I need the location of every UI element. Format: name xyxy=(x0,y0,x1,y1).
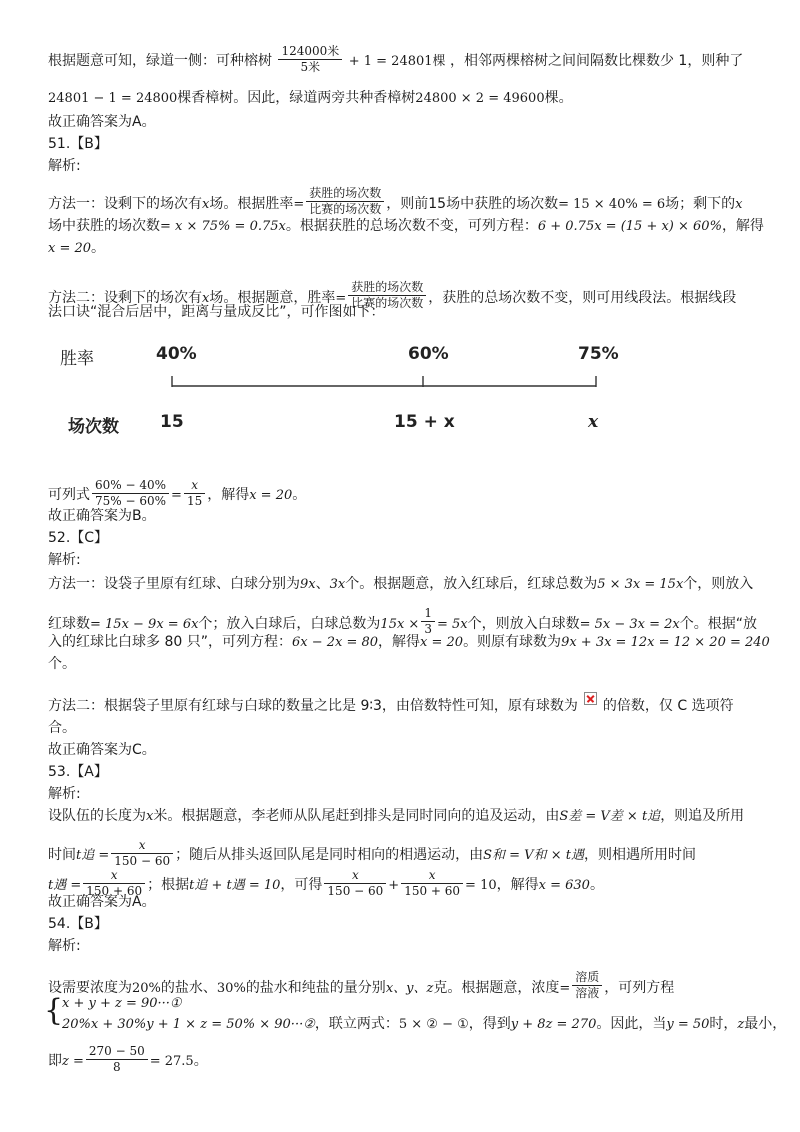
text: 可列式 xyxy=(48,487,90,503)
fraction-numerator: 获胜的场次数 xyxy=(348,280,426,296)
diagram-rate-mid: 60% xyxy=(408,344,449,364)
text: 设需要浓度为 xyxy=(48,980,132,996)
diagram-row2-label: 场次数 xyxy=(68,417,119,437)
math-expression: z = xyxy=(62,1054,84,1069)
text: 时， xyxy=(709,1016,738,1032)
q51-analysis-label: 解析: xyxy=(48,158,81,174)
text: 。根据获胜的总场次数不变，可列方程： xyxy=(285,218,538,234)
math-expression: 9x + 3x = 12x = 12 × 20 = 240 xyxy=(561,635,770,650)
fraction-numerator: x xyxy=(83,868,145,884)
text: 。 xyxy=(91,240,106,256)
q51-header: 51.【B】 xyxy=(48,136,108,152)
text: ，可得 xyxy=(280,877,323,893)
q54-line-3 xyxy=(62,1014,786,1035)
fraction xyxy=(92,478,169,509)
text: ，可列方程 xyxy=(604,980,675,996)
text: 的倍数，仅 C 选项符 xyxy=(602,698,734,714)
q51-formula-line xyxy=(48,478,306,509)
math-equation: 6x − 2x = 80 xyxy=(291,635,379,650)
text: 米。根据题意，李老师从队尾赶到排头是同时同向的追及运动，由 xyxy=(153,808,560,824)
text: 个。根据“放 xyxy=(679,616,758,632)
text: 最小， xyxy=(744,1016,787,1032)
fraction xyxy=(324,868,386,899)
math-variable: x xyxy=(202,291,210,306)
diagram-segment xyxy=(60,334,640,444)
math-expression: = 10 xyxy=(465,878,497,893)
math-result: x = 630 xyxy=(538,878,590,893)
fraction-numerator: 124000米 xyxy=(278,44,342,60)
fraction-denominator: 溶液 xyxy=(575,986,600,1000)
text: 即 xyxy=(48,1053,62,1069)
text: ，解得 xyxy=(721,218,764,234)
fraction-numerator: 60% − 40% xyxy=(92,478,169,494)
text: 场。根据胜率 xyxy=(209,196,294,212)
fraction xyxy=(184,478,205,509)
fraction xyxy=(401,868,463,899)
text: 、 xyxy=(315,576,330,592)
fraction-denominator: 3 xyxy=(424,622,432,636)
math-value: 30% xyxy=(216,981,246,996)
fraction-numerator: 溶质 xyxy=(572,970,602,986)
math-formula: S和 = V和 × t遇 xyxy=(483,848,584,863)
text: 个，则放入 xyxy=(683,576,754,592)
math-expression: 24800 × 2 = 49600 xyxy=(415,91,545,106)
fraction-numerator: 270 − 50 xyxy=(86,1044,148,1060)
text: 时间 xyxy=(48,847,76,863)
diagram-count-mid: 15 + x xyxy=(394,412,455,432)
q50-text: 根据题意可知，绿道一侧：可种榕树 xyxy=(48,53,272,69)
math-symbol: = xyxy=(293,197,305,212)
equation-system-row-1: x + y + z = 90···① xyxy=(62,996,182,1011)
math-variable: x xyxy=(735,197,743,212)
q50-text: 棵。 xyxy=(544,90,573,106)
fraction-denominator: 15 xyxy=(186,494,203,508)
q50-line-2 xyxy=(48,88,573,109)
text: ，则追及所用 xyxy=(660,808,745,824)
q53-conclusion: 故正确答案为A。 xyxy=(48,894,156,910)
q50-line-1 xyxy=(48,44,743,75)
text: 方法二：设剩下的场次有 xyxy=(48,290,202,306)
math-expression: = 15 × 40% = 6 xyxy=(558,197,666,212)
q52-analysis-label: 解析: xyxy=(48,552,81,568)
diagram-count-start: 15 xyxy=(160,412,184,432)
q52-header: 52.【C】 xyxy=(48,530,109,546)
q54-line-4 xyxy=(48,1044,208,1075)
text: 。 xyxy=(292,487,307,503)
text: 场。根据题意，胜率 xyxy=(209,290,336,306)
text: 个；放入白球后，白球总数为 xyxy=(198,616,381,632)
text: 场；剩下的 xyxy=(665,196,736,212)
diagram-rate-end: 75% xyxy=(578,344,619,364)
math-symbol: + xyxy=(388,878,400,893)
text: 。 xyxy=(193,1053,208,1069)
text: 。因此，当 xyxy=(596,1016,667,1032)
text: 克。根据题意，浓度 xyxy=(433,980,560,996)
math-result: x = 20 xyxy=(48,241,92,256)
q53-line-1 xyxy=(48,806,744,827)
fraction-denominator: 5米 xyxy=(300,60,321,74)
math-expression: + 1 = 24801棵 xyxy=(348,54,446,69)
q50-text: 棵香樟树。因此，绿道两旁共种香樟树 xyxy=(177,90,416,106)
math-result: = 27.5 xyxy=(149,1054,194,1069)
line-segment-diagram xyxy=(60,334,640,444)
fraction-numerator: x xyxy=(324,868,386,884)
q51-conclusion: 故正确答案为B。 xyxy=(48,508,156,524)
q52-method2-line-2: 合。 xyxy=(48,720,76,736)
fraction-numerator: 获胜的场次数 xyxy=(306,186,384,202)
math-expression: = 5x xyxy=(436,617,468,632)
q50-text: ，相邻两棵榕树之间间隔数比棵数少 1，则种了 xyxy=(449,53,744,69)
math-variables: x、y、z xyxy=(385,981,434,996)
text: 场中获胜的场次数 xyxy=(48,218,160,234)
q52-method1-line-1 xyxy=(48,574,753,595)
fraction-numerator: x xyxy=(401,868,463,884)
q54-analysis-label: 解析: xyxy=(48,938,81,954)
text: 设队伍的长度为 xyxy=(48,808,146,824)
text: 的盐水、 xyxy=(160,980,217,996)
text: ，得到 xyxy=(468,1016,511,1032)
math-expression: 15x × xyxy=(380,617,420,632)
text: ，获胜的总场次数不变，则可用线段法。根据线段 xyxy=(428,290,737,306)
fraction-numerator: 1 xyxy=(421,606,435,622)
math-value: 20% xyxy=(132,981,161,996)
diagram-rate-start: 40% xyxy=(156,344,197,364)
q50-conclusion: 故正确答案为A。 xyxy=(48,114,156,130)
q52-method1-line-3 xyxy=(48,632,770,653)
math-variable: 3x xyxy=(329,577,346,592)
math-result: x = 20 xyxy=(420,635,464,650)
q51-method1-line-2 xyxy=(48,216,764,237)
math-expression: 24801 − 1 = 24800 xyxy=(48,91,178,106)
math-variable: 9x xyxy=(300,577,316,592)
text: 个，则放入白球数 xyxy=(467,616,580,632)
q52-conclusion: 故正确答案为C。 xyxy=(48,742,156,758)
fraction-denominator: 150 + 60 xyxy=(404,884,461,898)
math-equation: 6 + 0.75x = (15 + x) × 60% xyxy=(537,219,722,234)
math-expression: t遇 = xyxy=(48,878,82,893)
text: ，则前15场中获胜的场次数 xyxy=(386,196,559,212)
text: 方法二：根据袋子里原有红球与白球的数量之比是 9∶3，由倍数特性可知，原有球数为 xyxy=(48,698,578,714)
q53-header: 53.【A】 xyxy=(48,764,108,780)
math-symbol: = xyxy=(559,981,571,996)
text: 。则原有球数为 xyxy=(463,634,562,650)
q54-header: 54.【B】 xyxy=(48,916,108,932)
fraction-denominator: 150 − 60 xyxy=(114,854,171,868)
broken-image-icon xyxy=(584,692,597,705)
q52-method1-line-4: 个。 xyxy=(48,656,76,672)
text: 方法一：设袋子里原有红球、白球分别为 xyxy=(48,576,300,592)
text: ，解得 xyxy=(378,634,421,650)
math-symbol: = xyxy=(171,488,182,503)
text: ；随后从排头返回队尾是同时相向的相遇运动，由 xyxy=(175,847,484,863)
q51-method1-line-1 xyxy=(48,186,742,217)
text: ，则相遇所用时间 xyxy=(583,847,696,863)
math-variable: z xyxy=(737,1017,745,1032)
fraction-denominator: 150 + 60 xyxy=(86,884,143,898)
fraction xyxy=(278,44,342,75)
diagram-row1-label: 胜率 xyxy=(60,349,94,369)
text: 红球数 xyxy=(48,616,90,632)
q52-method2-line-1 xyxy=(48,696,734,716)
fraction-denominator: 150 − 60 xyxy=(327,884,384,898)
math-expression: t追 = xyxy=(76,848,110,863)
text: 入的红球比白球多 80 只”，可列方程： xyxy=(48,634,292,650)
text: 。 xyxy=(589,877,604,893)
fraction xyxy=(111,838,173,869)
equation-system-brace: { xyxy=(44,993,64,1028)
text: 个。根据题意，放入红球后，红球总数为 xyxy=(345,576,598,592)
math-expression: 5 × ② − ① xyxy=(398,1017,469,1032)
math-expression: = x × 75% = 0.75x xyxy=(160,219,286,234)
math-expression: = 15x − 9x = 6x xyxy=(90,617,199,632)
math-formula: S差 = V差 × t追 xyxy=(559,809,661,824)
math-expression: = 5x − 3x = 2x xyxy=(579,617,680,632)
q53-analysis-label: 解析: xyxy=(48,786,81,802)
fraction xyxy=(86,1044,148,1075)
fraction xyxy=(572,970,602,1001)
math-equation: t追 + t遇 = 10 xyxy=(189,878,281,893)
text: ，解得 xyxy=(207,487,250,503)
math-equation: y = 50 xyxy=(666,1017,710,1032)
text: ；根据 xyxy=(147,877,190,893)
math-variable: x xyxy=(146,809,154,824)
math-result: x = 20 xyxy=(249,488,293,503)
q53-line-2 xyxy=(48,838,696,869)
math-expression: 5 × 3x = 15x xyxy=(597,577,684,592)
math-equation: y + 8z = 270 xyxy=(510,1017,597,1032)
fraction-denominator: 75% − 60% xyxy=(95,494,167,508)
fraction-denominator: 比赛的场次数 xyxy=(351,296,424,310)
fraction-numerator: x xyxy=(111,838,173,854)
math-variable: x xyxy=(202,197,210,212)
text: ，联立两式： xyxy=(314,1016,399,1032)
math-symbol: = xyxy=(335,291,347,306)
text: ，解得 xyxy=(496,877,539,893)
fraction-denominator: 比赛的场次数 xyxy=(309,202,382,216)
equation-system-row-2: 20%x + 30%y + 1 × z = 50% × 90···② xyxy=(62,1017,315,1032)
text: 的盐水和纯盐的量分别 xyxy=(245,980,386,996)
fraction xyxy=(306,186,384,217)
fraction-denominator: 8 xyxy=(112,1060,121,1074)
fraction-numerator: x xyxy=(184,478,205,494)
text: 方法一：设剩下的场次有 xyxy=(48,196,202,212)
q51-method2-line-2: 法口诀“混合后居中，距离与量成反比”，可作图如下： xyxy=(48,304,385,320)
q51-method1-line-3 xyxy=(48,238,105,259)
diagram-count-end: x xyxy=(588,412,599,432)
